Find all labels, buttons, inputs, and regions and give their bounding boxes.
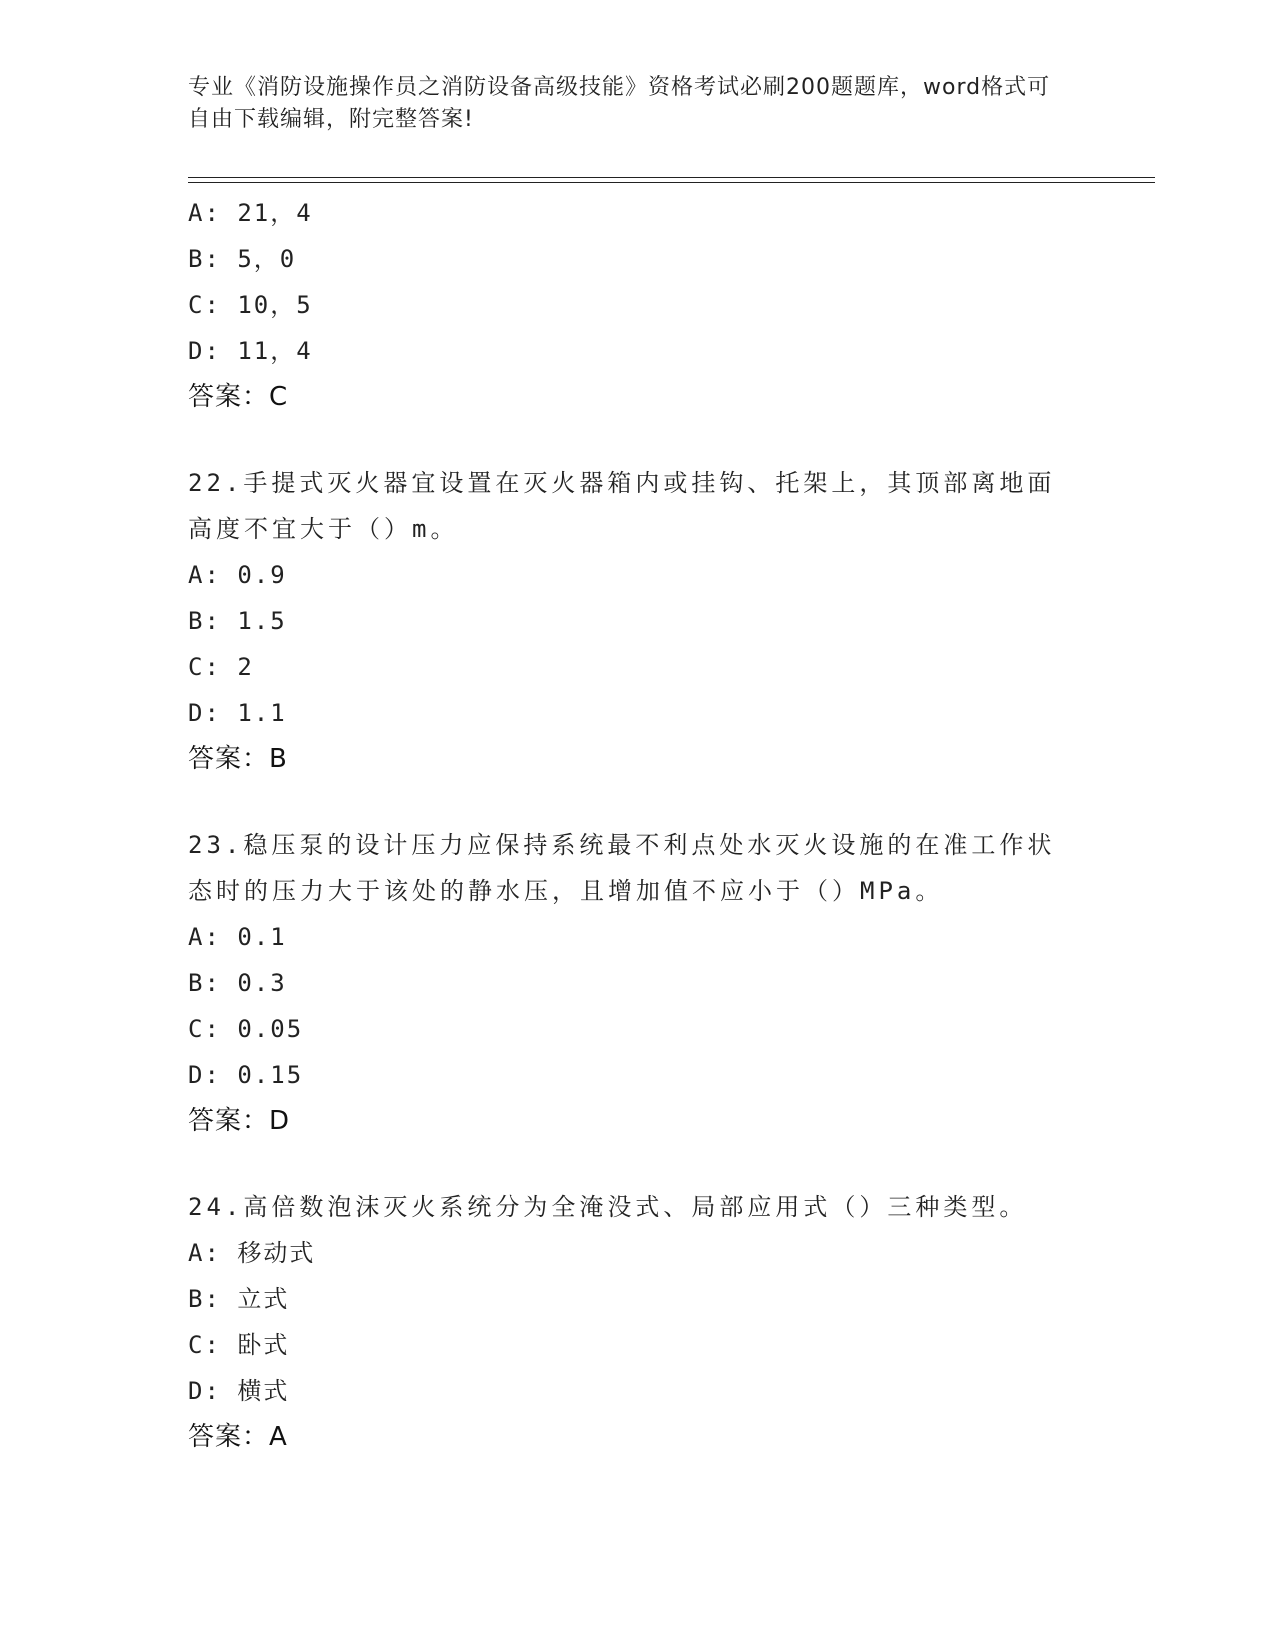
question-24 [188,1184,1088,1460]
option-a: A: 0.1 [188,923,287,951]
question-list [188,190,1088,1460]
option-d: D: 1.1 [188,699,287,727]
question-21-options [188,190,1088,420]
answer-22: 答案：B [188,744,288,774]
option-d: D: 横式 [188,1377,290,1405]
option-c: C: 2 [188,653,254,681]
answer-21: 答案：C [188,382,289,412]
answer-24: 答案：A [188,1422,288,1452]
option-a: A: 移动式 [188,1239,316,1267]
option-b: B: 0.3 [188,969,287,997]
question-22-text: 22.手提式灭火器宜设置在灭火器箱内或挂钩、托架上，其顶部离地面高度不宜大于（）m。 [188,469,1056,543]
question-24-text: 24.高倍数泡沫灭火系统分为全淹没式、局部应用式（）三种类型。 [188,1193,1028,1221]
option-c: C: 0.05 [188,1015,304,1043]
question-23 [188,822,1088,1144]
question-22 [188,460,1088,782]
answer-23: 答案：D [188,1106,291,1136]
option-b: B: 5，0 [188,245,297,273]
header-divider-bottom [188,182,1155,183]
option-a: A: 21，4 [188,199,313,227]
option-b: B: 1.5 [188,607,287,635]
document-header: 专业《消防设施操作员之消防设备高级技能》资格考试必刷200题题库，word格式可自由下载编辑，附完整答案! [188,75,1051,132]
option-b: B: 立式 [188,1285,290,1313]
header-divider-top [188,177,1155,178]
option-c: C: 卧式 [188,1331,290,1359]
option-d: D: 0.15 [188,1061,304,1089]
option-d: D: 11，4 [188,337,313,365]
option-c: C: 10，5 [188,291,313,319]
option-a: A: 0.9 [188,561,287,589]
question-23-text: 23.稳压泵的设计压力应保持系统最不利点处水灭火设施的在准工作状态时的压力大于该处的静水压，且增加值不应小于（）MPa。 [188,831,1056,905]
